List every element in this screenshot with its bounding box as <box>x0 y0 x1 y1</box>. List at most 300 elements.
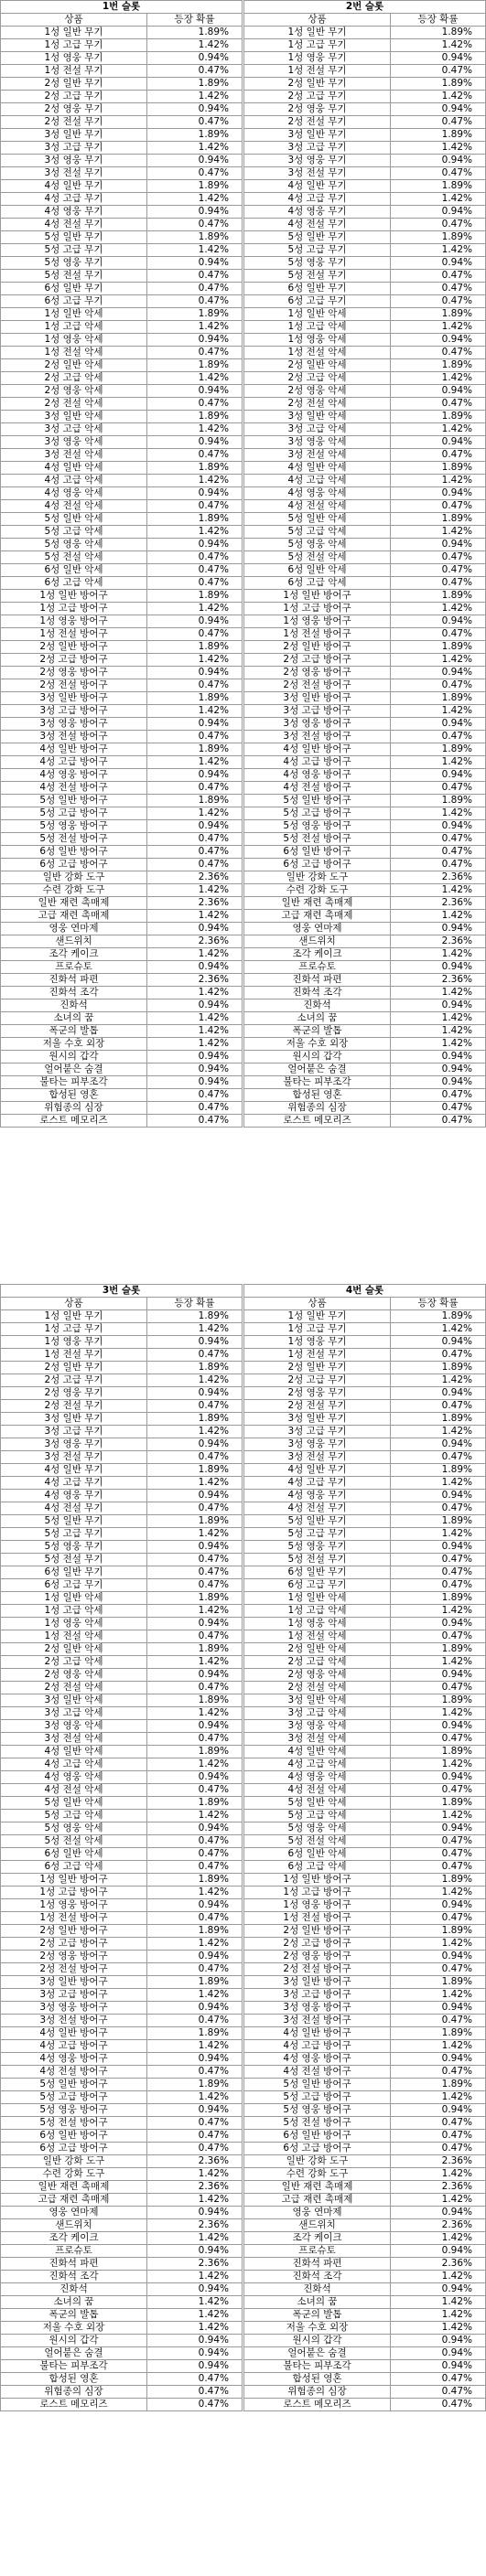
item-probability: 0.47% <box>391 846 486 859</box>
column-header-row <box>244 14 486 27</box>
item-probability: 1.42% <box>391 2271 486 2283</box>
item-probability: 0.94% <box>391 206 486 219</box>
item-probability: 1.42% <box>147 1012 243 1025</box>
item-probability: 0.47% <box>391 167 486 180</box>
table-row <box>244 718 486 731</box>
table-row <box>1 1951 243 1963</box>
table-row <box>244 2386 486 2399</box>
item-probability: 0.47% <box>147 731 243 743</box>
item-probability: 0.47% <box>147 65 243 78</box>
item-name: 4성 고급 악세 <box>1 475 147 487</box>
item-name: 2성 영웅 악세 <box>1 385 147 398</box>
item-probability: 0.94% <box>147 2053 243 2066</box>
item-name: 3성 영웅 악세 <box>1 436 147 449</box>
item-name: 5성 고급 방어구 <box>1 807 147 820</box>
table-row <box>244 411 486 423</box>
item-probability: 1.42% <box>391 1025 486 1038</box>
item-name: 진화석 <box>244 999 391 1012</box>
item-name: 수련 강화 도구 <box>244 2168 391 2181</box>
table-row <box>244 692 486 705</box>
table-row <box>244 2143 486 2155</box>
table-row <box>244 769 486 782</box>
item-probability: 0.47% <box>391 1089 486 1102</box>
item-probability: 1.42% <box>147 244 243 257</box>
item-name: 2성 고급 방어구 <box>244 654 391 667</box>
item-probability: 1.42% <box>147 2091 243 2104</box>
table-row <box>244 1951 486 1963</box>
item-probability: 0.94% <box>391 436 486 449</box>
table-row <box>244 999 486 1012</box>
item-name: 진화석 조각 <box>244 987 391 999</box>
item-probability: 1.89% <box>147 795 243 807</box>
item-probability: 1.42% <box>147 142 243 155</box>
item-name: 2성 전설 무기 <box>244 1400 391 1413</box>
item-name: 1성 전설 악세 <box>244 347 391 359</box>
item-probability: 0.47% <box>147 1630 243 1643</box>
slot-title-row <box>244 1 486 14</box>
item-probability: 1.89% <box>391 411 486 423</box>
item-name: 5성 고급 악세 <box>244 1810 391 1822</box>
item-name: 6성 일반 악세 <box>1 564 147 577</box>
item-name: 4성 고급 방어구 <box>1 756 147 769</box>
item-probability: 0.94% <box>391 2335 486 2347</box>
item-name: 1성 일반 악세 <box>244 1592 391 1605</box>
table-row <box>244 295 486 308</box>
table-row <box>1 1618 243 1630</box>
item-probability: 1.42% <box>147 1025 243 1038</box>
item-probability: 0.47% <box>391 2143 486 2155</box>
item-name: 5성 전설 악세 <box>244 1835 391 1848</box>
item-probability: 1.42% <box>147 2232 243 2245</box>
table-row <box>244 231 486 244</box>
table-row <box>1 1323 243 1336</box>
item-name: 합성된 영혼 <box>1 2373 147 2386</box>
item-name: 2성 고급 방어구 <box>1 1938 147 1951</box>
table-row <box>1 2040 243 2053</box>
table-row <box>244 1413 486 1426</box>
table-row <box>244 2283 486 2296</box>
item-probability: 0.47% <box>391 833 486 846</box>
item-probability: 0.94% <box>147 2002 243 2015</box>
table-row <box>1 372 243 385</box>
table-row <box>244 1784 486 1797</box>
item-probability: 1.89% <box>391 641 486 654</box>
item-probability: 2.36% <box>391 2181 486 2194</box>
table-row <box>1 641 243 654</box>
table-row <box>244 526 486 539</box>
table-row <box>1 91 243 103</box>
item-name: 6성 고급 방어구 <box>244 2143 391 2155</box>
item-probability: 0.47% <box>147 1835 243 1848</box>
table-row <box>244 2091 486 2104</box>
table-row <box>244 1025 486 1038</box>
item-name: 5성 영웅 악세 <box>1 1822 147 1835</box>
item-name: 3성 영웅 방어구 <box>244 718 391 731</box>
item-probability: 1.89% <box>391 795 486 807</box>
item-name: 6성 고급 무기 <box>244 295 391 308</box>
table-row <box>1 2155 243 2168</box>
item-name: 5성 고급 무기 <box>1 1528 147 1541</box>
table-row <box>244 270 486 283</box>
item-name: 4성 일반 악세 <box>1 1746 147 1758</box>
table-row <box>244 65 486 78</box>
table-row <box>244 321 486 334</box>
item-name: 원시의 갑각 <box>244 2335 391 2347</box>
item-probability: 0.47% <box>147 1554 243 1566</box>
table-row <box>244 116 486 129</box>
item-name: 5성 일반 방어구 <box>1 2079 147 2091</box>
table-row <box>244 1451 486 1464</box>
table-row <box>244 577 486 590</box>
item-name: 영웅 연마제 <box>1 2207 147 2219</box>
item-name: 1성 영웅 방어구 <box>244 615 391 628</box>
table-row <box>1 769 243 782</box>
item-probability: 0.94% <box>391 257 486 270</box>
item-name: 1성 일반 무기 <box>244 1310 391 1323</box>
item-probability: 1.42% <box>147 603 243 615</box>
table-row <box>1 2335 243 2347</box>
table-row <box>1 334 243 347</box>
item-name: 2성 영웅 방어구 <box>244 667 391 679</box>
item-name: 폭군의 발톱 <box>1 2309 147 2322</box>
item-probability: 0.94% <box>391 1387 486 1400</box>
table-row <box>1 1400 243 1413</box>
item-probability: 0.47% <box>147 270 243 283</box>
item-name: 1성 고급 방어구 <box>1 603 147 615</box>
table-row <box>244 795 486 807</box>
table-row <box>244 859 486 871</box>
item-name: 6성 고급 악세 <box>244 1861 391 1874</box>
item-probability: 1.42% <box>391 321 486 334</box>
item-probability: 1.89% <box>147 1925 243 1938</box>
item-probability: 0.47% <box>391 2399 486 2411</box>
item-probability: 1.89% <box>391 1310 486 1323</box>
item-probability: 0.94% <box>147 1771 243 1784</box>
item-probability: 0.47% <box>147 1089 243 1102</box>
table-row <box>244 2168 486 2181</box>
table-row <box>1 1592 243 1605</box>
item-name: 1성 영웅 방어구 <box>1 1899 147 1912</box>
table-row <box>244 1310 486 1323</box>
item-probability: 1.89% <box>147 2079 243 2091</box>
table-row <box>244 833 486 846</box>
item-name: 위험종의 심장 <box>1 1102 147 1115</box>
item-name: 5성 전설 방어구 <box>1 833 147 846</box>
table-row <box>244 2245 486 2258</box>
item-name: 4성 전설 악세 <box>244 1784 391 1797</box>
item-name: 6성 고급 악세 <box>1 577 147 590</box>
table-row <box>244 1618 486 1630</box>
probability-column-header: 등장 확률 <box>147 1298 243 1310</box>
item-probability: 0.47% <box>391 500 486 513</box>
item-probability: 1.42% <box>147 1989 243 2002</box>
table-row <box>1 859 243 871</box>
item-probability: 0.94% <box>147 1490 243 1502</box>
item-probability: 1.89% <box>147 1413 243 1426</box>
item-name: 4성 일반 방어구 <box>1 743 147 756</box>
table-row <box>1 193 243 206</box>
table-row <box>244 78 486 91</box>
table-row <box>1 423 243 436</box>
table-row <box>1 308 243 321</box>
item-probability: 0.47% <box>147 1400 243 1413</box>
item-name: 일반 강화 도구 <box>244 2155 391 2168</box>
item-name: 6성 일반 무기 <box>1 1566 147 1579</box>
item-probability: 0.94% <box>147 615 243 628</box>
item-probability: 1.89% <box>147 1515 243 1528</box>
table-row <box>244 244 486 257</box>
item-name: 2성 영웅 방어구 <box>1 667 147 679</box>
item-probability: 0.94% <box>147 1387 243 1400</box>
table-row <box>244 756 486 769</box>
table-row <box>244 1899 486 1912</box>
item-probability: 0.94% <box>147 923 243 935</box>
item-name: 5성 일반 악세 <box>1 513 147 526</box>
item-name: 3성 전설 악세 <box>1 1733 147 1746</box>
item-probability: 1.42% <box>147 1528 243 1541</box>
item-name: 영웅 연마제 <box>244 923 391 935</box>
table-row <box>244 398 486 411</box>
item-name: 2성 전설 방어구 <box>1 1963 147 1976</box>
table-row <box>244 564 486 577</box>
item-probability: 0.94% <box>391 52 486 65</box>
item-probability: 0.47% <box>147 2399 243 2411</box>
table-row <box>244 705 486 718</box>
item-name: 4성 일반 방어구 <box>1 2027 147 2040</box>
item-probability: 0.47% <box>391 283 486 295</box>
item-name: 5성 영웅 방어구 <box>1 2104 147 2117</box>
item-name: 3성 전설 악세 <box>244 1733 391 1746</box>
item-probability: 1.42% <box>147 1038 243 1051</box>
item-name: 4성 영웅 무기 <box>244 206 391 219</box>
item-probability: 0.94% <box>147 1951 243 1963</box>
table-row <box>1 244 243 257</box>
item-name: 4성 전설 방어구 <box>244 2066 391 2079</box>
table-row <box>244 871 486 884</box>
item-name: 3성 일반 방어구 <box>1 692 147 705</box>
probability-table <box>0 0 243 1128</box>
item-name: 3성 일반 방어구 <box>244 1976 391 1989</box>
item-name: 3성 일반 무기 <box>244 129 391 142</box>
table-row <box>244 1822 486 1835</box>
item-name: 4성 전설 악세 <box>1 500 147 513</box>
item-name: 2성 전설 방어구 <box>1 679 147 692</box>
item-name: 폭군의 발톱 <box>244 1025 391 1038</box>
item-probability: 0.47% <box>391 628 486 641</box>
item-name: 3성 일반 무기 <box>1 1413 147 1426</box>
table-row <box>1 1076 243 1089</box>
table-row <box>1 1012 243 1025</box>
table-row <box>1 1025 243 1038</box>
item-name: 소녀의 꿈 <box>244 2296 391 2309</box>
table-row <box>244 1362 486 1374</box>
item-name: 5성 전설 악세 <box>1 1835 147 1848</box>
item-name: 3성 전설 방어구 <box>244 2015 391 2027</box>
item-probability: 0.94% <box>391 1771 486 1784</box>
item-name: 5성 고급 무기 <box>244 244 391 257</box>
item-name: 1성 영웅 악세 <box>244 334 391 347</box>
item-name: 6성 고급 방어구 <box>1 2143 147 2155</box>
table-row <box>1 1038 243 1051</box>
table-row <box>244 1349 486 1362</box>
item-name: 샌드위치 <box>244 935 391 948</box>
table-row <box>1 1579 243 1592</box>
table-row <box>244 219 486 231</box>
table-row <box>244 449 486 462</box>
item-probability: 1.89% <box>391 2079 486 2091</box>
item-probability: 1.42% <box>391 2091 486 2104</box>
table-row <box>1 2066 243 2079</box>
item-name: 2성 일반 무기 <box>1 1362 147 1374</box>
table-row <box>1 2053 243 2066</box>
item-name: 3성 전설 무기 <box>244 167 391 180</box>
item-name: 4성 영웅 악세 <box>1 1771 147 1784</box>
table-row <box>1 705 243 718</box>
item-probability: 0.94% <box>147 2347 243 2360</box>
item-name: 2성 일반 방어구 <box>1 1925 147 1938</box>
table-row <box>244 2296 486 2309</box>
item-probability: 0.94% <box>391 1618 486 1630</box>
item-name: 1성 일반 무기 <box>244 27 391 39</box>
table-row <box>1 155 243 167</box>
table-row <box>244 257 486 270</box>
probability-column-header: 등장 확률 <box>391 1298 486 1310</box>
item-probability: 0.47% <box>391 1861 486 1874</box>
item-probability: 1.89% <box>391 513 486 526</box>
item-probability: 1.89% <box>147 692 243 705</box>
column-header-row <box>1 14 243 27</box>
slot-title: 2번 슬롯 <box>244 1 486 14</box>
item-probability: 1.89% <box>391 743 486 756</box>
item-probability: 0.47% <box>391 551 486 564</box>
table-row <box>1 180 243 193</box>
item-probability: 0.47% <box>391 295 486 308</box>
item-probability: 2.36% <box>147 974 243 987</box>
item-name: 5성 고급 방어구 <box>1 2091 147 2104</box>
item-name: 1성 영웅 무기 <box>244 52 391 65</box>
table-row <box>1 2399 243 2411</box>
item-name: 일반 강화 도구 <box>244 871 391 884</box>
table-row <box>1 782 243 795</box>
item-name: 프로슈토 <box>1 2245 147 2258</box>
item-name: 1성 고급 악세 <box>1 321 147 334</box>
item-probability: 1.89% <box>391 1976 486 1989</box>
item-probability: 2.36% <box>147 935 243 948</box>
table-row <box>244 2066 486 2079</box>
item-name: 6성 고급 악세 <box>244 577 391 590</box>
item-name: 합성된 영혼 <box>244 2373 391 2386</box>
table-row <box>244 1669 486 1682</box>
item-probability: 1.42% <box>391 39 486 52</box>
item-name: 3성 영웅 무기 <box>244 155 391 167</box>
item-name: 1성 일반 악세 <box>1 308 147 321</box>
table-row <box>1 411 243 423</box>
item-probability: 1.42% <box>391 423 486 436</box>
table-row <box>1 820 243 833</box>
item-probability: 1.42% <box>147 987 243 999</box>
item-probability: 1.89% <box>147 590 243 603</box>
table-row <box>1 1528 243 1541</box>
item-name: 진화석 <box>1 2283 147 2296</box>
item-name: 5성 일반 무기 <box>244 231 391 244</box>
item-name: 2성 고급 악세 <box>1 1656 147 1669</box>
probability-table <box>243 0 486 1128</box>
item-name: 조각 케이크 <box>1 2232 147 2245</box>
item-probability: 1.42% <box>391 2040 486 2053</box>
item-name: 3성 고급 무기 <box>244 1426 391 1438</box>
table-row <box>1 1566 243 1579</box>
item-probability: 1.42% <box>391 1938 486 1951</box>
item-name: 저울 수호 외장 <box>1 1038 147 1051</box>
item-probability: 0.94% <box>391 1336 486 1349</box>
item-name: 원시의 갑각 <box>244 1051 391 1064</box>
item-name: 로스트 메모리즈 <box>1 2399 147 2411</box>
item-name: 4성 전설 무기 <box>1 219 147 231</box>
table-row <box>1 1477 243 1490</box>
table-row <box>244 1963 486 1976</box>
item-name: 일반 재련 촉매제 <box>1 897 147 910</box>
item-name: 2성 일반 악세 <box>1 359 147 372</box>
item-probability: 1.42% <box>147 2309 243 2322</box>
item-probability: 2.36% <box>391 871 486 884</box>
item-probability: 0.47% <box>391 1835 486 1848</box>
table-row <box>1 359 243 372</box>
item-name: 로스트 메모리즈 <box>1 1115 147 1128</box>
item-probability: 0.47% <box>391 2015 486 2027</box>
table-row <box>1 1694 243 1707</box>
table-row <box>1 1464 243 1477</box>
column-header-row <box>1 1298 243 1310</box>
table-row <box>1 1336 243 1349</box>
item-name: 4성 영웅 무기 <box>244 1490 391 1502</box>
item-probability: 0.47% <box>147 1502 243 1515</box>
item-probability: 0.94% <box>391 1669 486 1682</box>
item-name: 5성 영웅 무기 <box>244 1541 391 1554</box>
item-probability: 1.42% <box>391 910 486 923</box>
table-row <box>1 1630 243 1643</box>
item-name: 1성 전설 악세 <box>244 1630 391 1643</box>
table-row <box>1 1989 243 2002</box>
table-row <box>244 334 486 347</box>
item-probability: 0.94% <box>391 1822 486 1835</box>
item-probability: 1.42% <box>147 372 243 385</box>
table-row <box>1 65 243 78</box>
item-probability: 0.47% <box>147 782 243 795</box>
table-row <box>244 1554 486 1566</box>
table-row <box>1 1051 243 1064</box>
table-row <box>1 1810 243 1822</box>
item-name: 4성 고급 무기 <box>244 193 391 206</box>
table-row <box>1 1438 243 1451</box>
table-row <box>244 590 486 603</box>
item-probability: 0.94% <box>391 1076 486 1089</box>
item-name: 1성 고급 방어구 <box>244 603 391 615</box>
table-row <box>1 1874 243 1887</box>
table-row <box>1 1733 243 1746</box>
item-probability: 2.36% <box>147 2155 243 2168</box>
table-row <box>244 372 486 385</box>
item-probability: 0.47% <box>391 1630 486 1643</box>
item-name: 1성 일반 악세 <box>244 308 391 321</box>
table-row <box>1 103 243 116</box>
item-name: 1성 일반 방어구 <box>244 1874 391 1887</box>
table-row <box>244 1682 486 1694</box>
table-row <box>1 1707 243 1720</box>
item-probability: 0.47% <box>391 65 486 78</box>
item-probability: 1.89% <box>391 1746 486 1758</box>
table-row <box>1 1797 243 1810</box>
table-row <box>244 1976 486 1989</box>
